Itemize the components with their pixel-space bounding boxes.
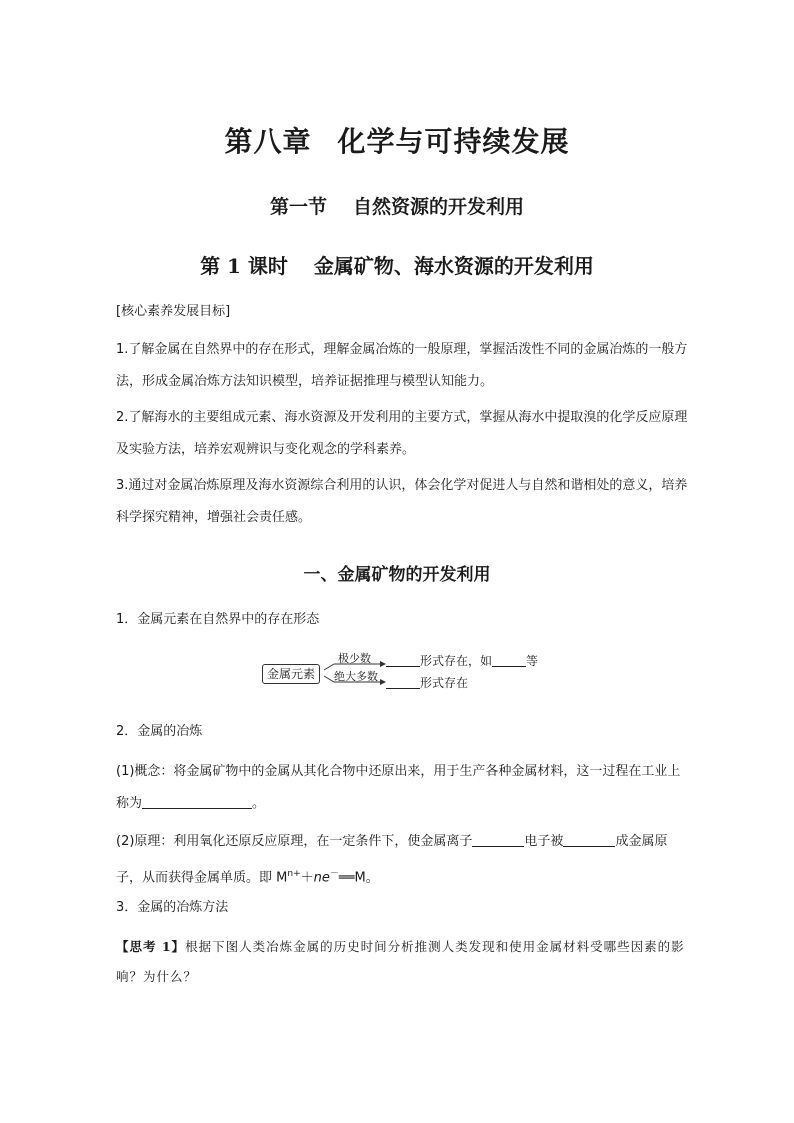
goals-heading: [核心素养发展目标] <box>116 304 231 319</box>
section-prefix: 第一节 <box>269 196 327 218</box>
chapter-title <box>0 120 794 160</box>
principle-text-c: 成金属原子，从而获得金属单质。即 M <box>116 834 668 886</box>
principle-text-f: ══M。 <box>338 870 379 886</box>
fill-blank[interactable] <box>563 832 615 847</box>
fill-blank[interactable] <box>386 674 420 689</box>
principle-text-a: (2)原理：利用氧化还原反应原理，在一定条件下，使金属离子 <box>116 834 473 849</box>
principle-plus: ＋ <box>300 870 314 886</box>
section-title <box>0 192 794 219</box>
existence-form-diagram <box>262 650 562 694</box>
lesson-name: 金属矿物、海水资源的开发利用 <box>313 254 594 278</box>
think-text: 根据下图人类冶炼金属的历史时间分析推测人类发现和使用金属材料受哪些因素的影响？为什么？ <box>116 939 685 984</box>
think-question <box>116 932 690 992</box>
item2-heading: 2．金属的冶炼 <box>116 724 203 739</box>
fill-blank[interactable] <box>492 652 526 667</box>
item3-heading: 3．金属的冶炼方法 <box>116 900 229 915</box>
principle-text-b: 电子被 <box>524 834 564 849</box>
fill-blank[interactable] <box>472 832 524 847</box>
chapter-prefix: 第八章 <box>224 125 312 158</box>
metal-element-box: 金属元素 <box>262 664 320 684</box>
part1-heading: 一、金属矿物的开发利用 <box>303 565 491 585</box>
concept-paragraph <box>116 756 690 820</box>
upper-text-b: 等 <box>526 654 539 668</box>
principle-sup2: － <box>329 869 339 879</box>
goal-item-1: 1.了解金属在自然界中的存在形式，理解金属冶炼的一般原理，掌握活泼性不同的金属冶炼的一般方法，形成金属冶炼方法知识模型，培养证据推理与模型认知能力。 <box>116 342 688 389</box>
concept-end: 。 <box>252 796 266 811</box>
fill-blank[interactable] <box>386 652 420 667</box>
think-label: 【思考 1】 <box>116 939 186 954</box>
lesson-prefix: 第 1 课时 <box>200 254 288 278</box>
branch-label-most: 绝大多数 <box>334 670 378 683</box>
goal-item-2: 2.了解海水的主要组成元素、海水资源及开发利用的主要方式，掌握从海水中提取溴的化学反应原理及实验方法，培养宏观辨识与变化观念的学科素养。 <box>116 410 688 457</box>
item1-heading: 1．金属元素在自然界中的存在形态 <box>116 612 320 627</box>
upper-text-a: 形式存在，如 <box>420 654 493 668</box>
principle-ne: ne <box>313 870 330 886</box>
branch-text-upper <box>386 652 538 669</box>
goal-item-3: 3.通过对金属冶炼原理及海水资源综合利用的认识，体会化学对促进人与自然和谐相处的意义，培养科学探究精神，增强社会责任感。 <box>116 478 688 525</box>
lower-text: 形式存在 <box>420 676 469 690</box>
concept-text: (1)概念：将金属矿物中的金属从其化合物中还原出来，用于生产各种金属材料，这一过程在工业上称为 <box>116 764 681 811</box>
section-name: 自然资源的开发利用 <box>353 196 525 218</box>
chapter-name: 化学与可持续发展 <box>337 125 570 158</box>
principle-sup: n+ <box>287 869 301 879</box>
branch-text-lower <box>386 674 468 691</box>
branch-label-few: 极少数 <box>338 652 371 665</box>
lesson-title <box>0 250 794 279</box>
fill-blank[interactable] <box>142 794 252 809</box>
principle-paragraph <box>116 826 690 894</box>
